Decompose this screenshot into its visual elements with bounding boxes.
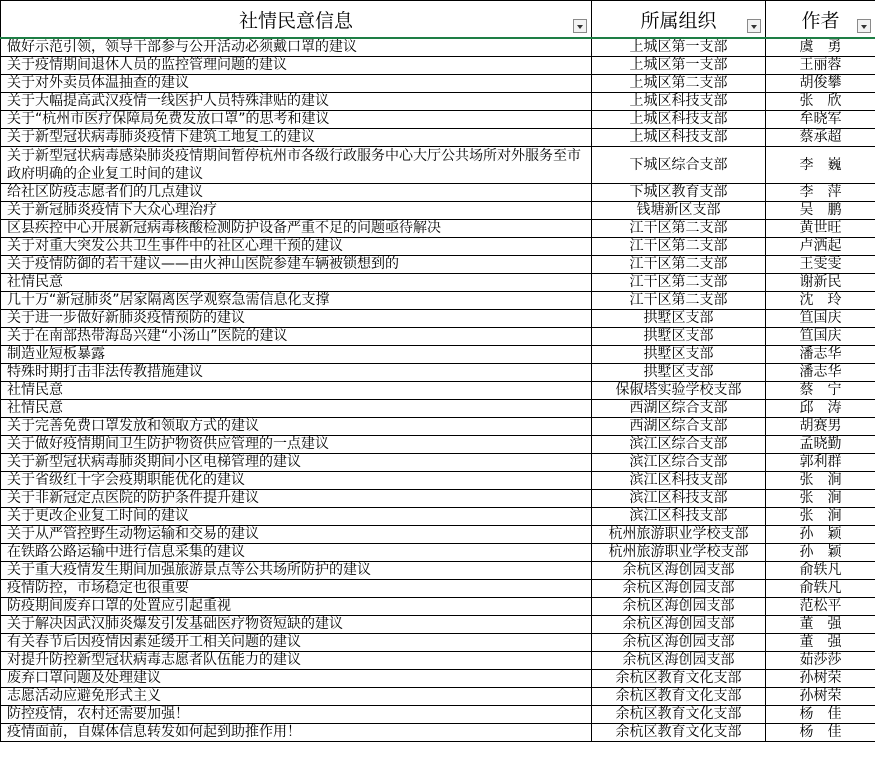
table-row: [1, 688, 875, 706]
cell-title[interactable]: 关于重大疫情发生期间加强旅游景点等公共场所防护的建议: [1, 562, 592, 580]
cell-org[interactable]: 杭州旅游职业学校支部: [592, 544, 766, 562]
cell-title[interactable]: 防疫期间废弃口罩的处置应引起重视: [1, 598, 592, 616]
cell-title[interactable]: 在铁路公路运输中进行信息采集的建议: [1, 544, 592, 562]
cell-author[interactable]: 胡俊攀: [766, 75, 875, 93]
cell-author[interactable]: 张 欣: [766, 93, 875, 111]
table-row: [1, 129, 875, 147]
cell-author[interactable]: 孙树荣: [766, 688, 875, 706]
table-row: [1, 238, 875, 256]
cell-org[interactable]: 拱墅区支部: [592, 328, 766, 346]
cell-org[interactable]: 余杭区海创园支部: [592, 598, 766, 616]
table-row: [1, 346, 875, 364]
cell-org[interactable]: 拱墅区支部: [592, 364, 766, 382]
cell-author[interactable]: 吴 鹏: [766, 202, 875, 220]
cell-org[interactable]: 江干区第二支部: [592, 220, 766, 238]
filter-dropdown-icon[interactable]: [573, 19, 587, 33]
cell-org[interactable]: 拱墅区支部: [592, 346, 766, 364]
cell-org[interactable]: 余杭区海创园支部: [592, 580, 766, 598]
table-row: [1, 274, 875, 292]
table-row: [1, 634, 875, 652]
cell-org[interactable]: 西湖区综合支部: [592, 400, 766, 418]
cell-author[interactable]: 李 巍: [766, 147, 875, 184]
table-row: [1, 38, 875, 57]
cell-title[interactable]: 关于大幅提高武汉疫情一线医护人员特殊津贴的建议: [1, 93, 592, 111]
cell-org[interactable]: 江干区第二支部: [592, 274, 766, 292]
cell-org[interactable]: 上城区第一支部: [592, 38, 766, 57]
cell-title[interactable]: 关于解决因武汉肺炎爆发引发基础医疗物资短缺的建议: [1, 616, 592, 634]
cell-title[interactable]: 废弃口罩问题及处理建议: [1, 670, 592, 688]
cell-author[interactable]: 王雯雯: [766, 256, 875, 274]
cell-title[interactable]: 关于更改企业复工时间的建议: [1, 508, 592, 526]
cell-author[interactable]: 孙树荣: [766, 670, 875, 688]
cell-title[interactable]: 关于进一步做好新肺炎疫情预防的建议: [1, 310, 592, 328]
cell-author[interactable]: 张 涧: [766, 472, 875, 490]
cell-author[interactable]: 蔡 宁: [766, 382, 875, 400]
table-row: [1, 57, 875, 75]
cell-org[interactable]: 上城区第二支部: [592, 75, 766, 93]
cell-org[interactable]: 余杭区教育文化支部: [592, 670, 766, 688]
cell-author[interactable]: 蔡承超: [766, 129, 875, 147]
cell-author[interactable]: 孙 颖: [766, 544, 875, 562]
cell-author[interactable]: 杨 佳: [766, 724, 875, 742]
table-row: [1, 454, 875, 472]
column-header-org-label: 所属组织: [640, 9, 717, 32]
table-row: [1, 562, 875, 580]
cell-title[interactable]: 社情民意: [1, 400, 592, 418]
cell-org[interactable]: 西湖区综合支部: [592, 418, 766, 436]
cell-title[interactable]: 防控疫情，农村还需要加强！: [1, 706, 592, 724]
cell-title[interactable]: 关于从严管控野生动物运输和交易的建议: [1, 526, 592, 544]
cell-org[interactable]: 滨江区科技支部: [592, 490, 766, 508]
column-header-author: [766, 1, 875, 39]
cell-title[interactable]: 特殊时期打击非法传教措施建议: [1, 364, 592, 382]
table-row: [1, 598, 875, 616]
cell-title[interactable]: 社情民意: [1, 382, 592, 400]
cell-title[interactable]: 关于非新冠定点医院的防护条件提升建议: [1, 490, 592, 508]
cell-title[interactable]: 关于新型冠状病毒肺炎期间小区电梯管理的建议: [1, 454, 592, 472]
table-row: [1, 202, 875, 220]
cell-title[interactable]: 关于新型冠状病毒肺炎疫情下建筑工地复工的建议: [1, 129, 592, 147]
cell-title[interactable]: 做好示范引领，领导干部参与公开活动必须戴口罩的建议: [1, 38, 592, 57]
cell-author[interactable]: 孙 颖: [766, 526, 875, 544]
cell-author[interactable]: 牟晓军: [766, 111, 875, 129]
filter-dropdown-icon[interactable]: [747, 19, 761, 33]
column-header-title: [1, 1, 592, 39]
cell-title[interactable]: 对提升防控新型冠状病毒志愿者队伍能力的建议: [1, 652, 592, 670]
table-row: [1, 364, 875, 382]
cell-org[interactable]: 滨江区综合支部: [592, 436, 766, 454]
cell-author[interactable]: 邱 涛: [766, 400, 875, 418]
cell-title[interactable]: 关于新型冠状病毒感染肺炎疫情期间暂停杭州市各级行政服务中心大厅公共场所对外服务至市政府明确的企业复工时间的建议: [1, 147, 592, 184]
cell-author[interactable]: 笪国庆: [766, 310, 875, 328]
cell-title[interactable]: 社情民意: [1, 274, 592, 292]
cell-org[interactable]: 江干区第二支部: [592, 238, 766, 256]
cell-org[interactable]: 上城区科技支部: [592, 129, 766, 147]
cell-org[interactable]: 余杭区教育文化支部: [592, 688, 766, 706]
cell-title[interactable]: 疫情防控，市场稳定也很重要: [1, 580, 592, 598]
table-row: [1, 652, 875, 670]
cell-org[interactable]: 余杭区教育文化支部: [592, 706, 766, 724]
table-row: [1, 418, 875, 436]
table-row: [1, 292, 875, 310]
cell-author[interactable]: 董 强: [766, 634, 875, 652]
cell-org[interactable]: 江干区第二支部: [592, 256, 766, 274]
cell-author[interactable]: 郭利群: [766, 454, 875, 472]
table-row: [1, 184, 875, 202]
cell-title[interactable]: 疫情面前，自媒体信息转发如何起到助推作用！: [1, 724, 592, 742]
table-row: [1, 490, 875, 508]
table-row: [1, 256, 875, 274]
cell-title[interactable]: 关于完善免费口罩发放和领取方式的建议: [1, 418, 592, 436]
cell-title[interactable]: 关于做好疫情期间卫生防护物资供应管理的一点建议: [1, 436, 592, 454]
cell-title[interactable]: 有关春节后因疫情因素延缓开工相关问题的建议: [1, 634, 592, 652]
cell-author[interactable]: 俞轶凡: [766, 580, 875, 598]
cell-author[interactable]: 潘志华: [766, 364, 875, 382]
table-row: [1, 382, 875, 400]
cell-author[interactable]: 笪国庆: [766, 328, 875, 346]
cell-title[interactable]: 关于疫情防御的若干建议——由火神山医院参建车辆被锁想到的: [1, 256, 592, 274]
cell-org[interactable]: 拱墅区支部: [592, 310, 766, 328]
table-row: [1, 75, 875, 93]
cell-title[interactable]: 关于对外卖员体温抽查的建议: [1, 75, 592, 93]
table-row: [1, 472, 875, 490]
cell-org[interactable]: 滨江区综合支部: [592, 454, 766, 472]
cell-org[interactable]: 钱塘新区支部: [592, 202, 766, 220]
cell-org[interactable]: 余杭区教育文化支部: [592, 724, 766, 742]
cell-org[interactable]: 余杭区海创园支部: [592, 616, 766, 634]
cell-author[interactable]: 张 涧: [766, 508, 875, 526]
cell-title[interactable]: 制造业短板暴露: [1, 346, 592, 364]
cell-author[interactable]: 黄世旺: [766, 220, 875, 238]
cell-author[interactable]: 谢新民: [766, 274, 875, 292]
table-row: [1, 93, 875, 111]
cell-author[interactable]: 沈 玲: [766, 292, 875, 310]
cell-org[interactable]: 滨江区科技支部: [592, 508, 766, 526]
column-header-org: [592, 1, 766, 39]
cell-author[interactable]: 王丽蓉: [766, 57, 875, 75]
cell-title[interactable]: 关于新冠肺炎疫情下大众心理治疗: [1, 202, 592, 220]
table-row: [1, 220, 875, 238]
table-row: [1, 544, 875, 562]
cell-title[interactable]: 给社区防疫志愿者们的几点建议: [1, 184, 592, 202]
cell-author[interactable]: 董 强: [766, 616, 875, 634]
cell-org[interactable]: 下城区教育支部: [592, 184, 766, 202]
cell-author[interactable]: 卢洒起: [766, 238, 875, 256]
cell-title[interactable]: 关于对重大突发公共卫生事件中的社区心理干预的建议: [1, 238, 592, 256]
cell-title[interactable]: 志愿活动应避免形式主义: [1, 688, 592, 706]
table-row: [1, 436, 875, 454]
cell-title[interactable]: 关于“杭州市医疗保障局免费发放口罩”的思考和建议: [1, 111, 592, 129]
table-row: [1, 724, 875, 742]
cell-author[interactable]: 孟晓勤: [766, 436, 875, 454]
table-row: [1, 616, 875, 634]
cell-author[interactable]: 虞 勇: [766, 38, 875, 57]
cell-author[interactable]: 范松平: [766, 598, 875, 616]
cell-org[interactable]: 上城区科技支部: [592, 93, 766, 111]
table-row: [1, 580, 875, 598]
cell-org[interactable]: 上城区科技支部: [592, 111, 766, 129]
column-header-title-label: 社情民意信息: [238, 9, 353, 32]
cell-org[interactable]: 杭州旅游职业学校支部: [592, 526, 766, 544]
cell-author[interactable]: 李 萍: [766, 184, 875, 202]
table-row: [1, 706, 875, 724]
cell-author[interactable]: 茹莎莎: [766, 652, 875, 670]
cell-org[interactable]: 余杭区海创园支部: [592, 562, 766, 580]
table-body: [1, 38, 875, 742]
table-row: [1, 526, 875, 544]
cell-org[interactable]: 余杭区海创园支部: [592, 652, 766, 670]
cell-author[interactable]: 杨 佳: [766, 706, 875, 724]
cell-org[interactable]: 上城区第一支部: [592, 57, 766, 75]
cell-title[interactable]: 几十万“新冠肺炎”居家隔离医学观察急需信息化支撑: [1, 292, 592, 310]
table-row: [1, 328, 875, 346]
cell-org[interactable]: 保俶塔实验学校支部: [592, 382, 766, 400]
cell-org[interactable]: 江干区第二支部: [592, 292, 766, 310]
cell-org[interactable]: 下城区综合支部: [592, 147, 766, 184]
cell-title[interactable]: 区县疾控中心开展新冠病毒核酸检测防护设备严重不足的问题亟待解决: [1, 220, 592, 238]
cell-author[interactable]: 俞轶凡: [766, 562, 875, 580]
filter-dropdown-icon[interactable]: [857, 19, 871, 33]
cell-org[interactable]: 余杭区海创园支部: [592, 634, 766, 652]
cell-author[interactable]: 张 涧: [766, 490, 875, 508]
table-row: [1, 111, 875, 129]
cell-title[interactable]: 关于省级红十字会疫期职能优化的建议: [1, 472, 592, 490]
cell-author[interactable]: 潘志华: [766, 346, 875, 364]
table-row: [1, 147, 875, 184]
cell-org[interactable]: 滨江区科技支部: [592, 472, 766, 490]
table-row: [1, 508, 875, 526]
cell-author[interactable]: 胡赛男: [766, 418, 875, 436]
column-header-author-label: 作者: [801, 9, 840, 32]
header-row: [1, 1, 875, 39]
table-row: [1, 310, 875, 328]
table-row: [1, 400, 875, 418]
cell-title[interactable]: 关于在南部热带海岛兴建“小汤山”医院的建议: [1, 328, 592, 346]
table-row: [1, 670, 875, 688]
cell-title[interactable]: 关于疫情期间退休人员的监控管理问题的建议: [1, 57, 592, 75]
